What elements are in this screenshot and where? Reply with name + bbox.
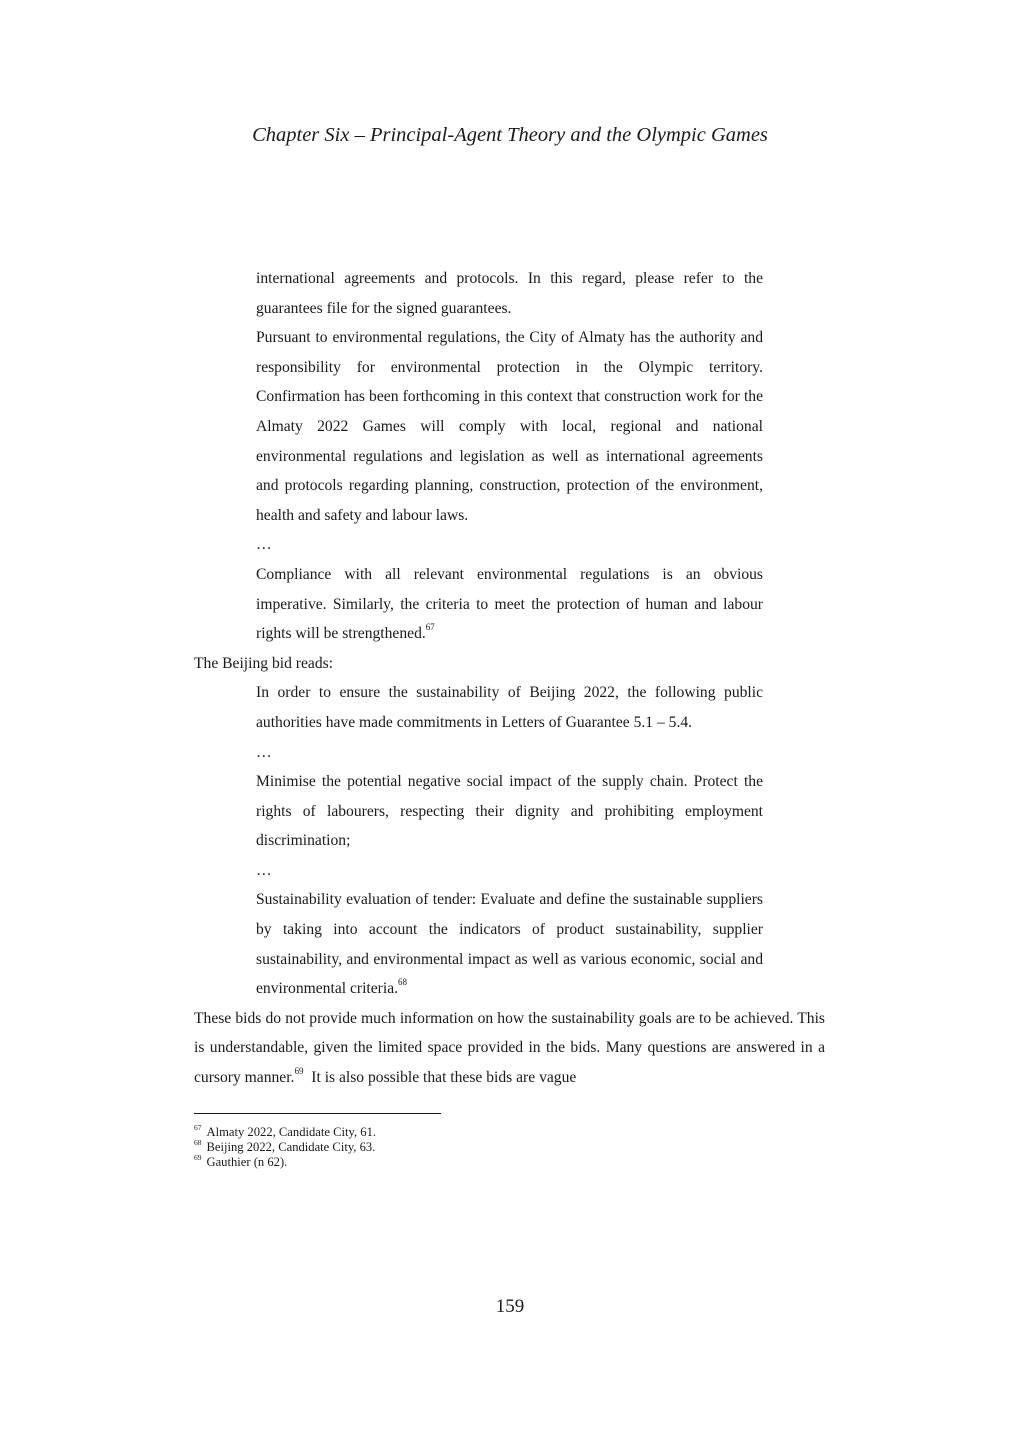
footnote-text: Beijing 2022, Candidate City, 63. bbox=[206, 1140, 376, 1154]
footnote-67 bbox=[194, 1122, 825, 1140]
main-body-text bbox=[194, 264, 825, 1093]
quote-paragraph bbox=[256, 885, 763, 1003]
footnote-ref-67[interactable]: 67 bbox=[425, 621, 435, 632]
quote-text: Compliance with all relevant environmental regulations is an obvious imperative. Similarly, the criteria to meet the protection of human and labour rights will be strengthened. bbox=[256, 565, 763, 643]
footnote-number: 69 bbox=[194, 1152, 202, 1162]
footnote-ref-68[interactable]: 68 bbox=[398, 977, 408, 988]
ellipsis: … bbox=[256, 861, 272, 879]
body-paragraph: The Beijing bid reads: bbox=[194, 654, 334, 672]
quote-text: Sustainability evaluation of tender: Evaluate and define the sustainable suppliers by taking into account the indicators of product sustainability, supplier sustainability, and environmental impact as well as various economic, social and environmental criteria. bbox=[256, 891, 763, 998]
body-paragraph bbox=[194, 1004, 825, 1093]
page-number: 159 bbox=[495, 1296, 525, 1317]
footnote-text: Almaty 2022, Candidate City, 61. bbox=[206, 1125, 377, 1139]
footnotes bbox=[194, 1122, 825, 1170]
footnote-68 bbox=[194, 1137, 825, 1155]
footnote-separator bbox=[194, 1113, 441, 1114]
block-quote-almaty bbox=[256, 264, 763, 649]
block-quote-beijing bbox=[256, 678, 763, 1004]
paragraph-text: It is also possible that these bids are vague bbox=[303, 1069, 577, 1087]
ellipsis: … bbox=[256, 536, 272, 554]
quote-paragraph: In order to ensure the sustainability of Beijing 2022, the following public authorities have made commitments in Letters of Guarantee 5.1 – 5.4. bbox=[256, 684, 763, 731]
footnote-number: 68 bbox=[194, 1137, 202, 1147]
quote-paragraph bbox=[256, 560, 763, 649]
quote-paragraph: Pursuant to environmental regulations, the City of Almaty has the authority and responsibility for environmental protection in the Olympic territory. Confirmation has been forthcoming in this context that construction work for the Almaty 2022 Games will comply with local, regional and national environmental regulations and legislation as well as international agreements and protocols regarding planning, construction, protection of the environment, health and safety and labour laws. bbox=[256, 329, 763, 524]
footnote-ref-69[interactable]: 69 bbox=[294, 1065, 304, 1076]
running-header: Chapter Six – Principal-Agent Theory and the Olympic Games bbox=[252, 124, 768, 146]
footnote-number: 67 bbox=[194, 1122, 202, 1132]
quote-paragraph: international agreements and protocols. In this regard, please refer to the guarantees file for the signed guarantees. bbox=[256, 270, 763, 317]
footnote-69 bbox=[194, 1152, 825, 1170]
paragraph-text: These bids do not provide much information on how the sustainability goals are to be achieved. This is understandable, given the limited space provided in the bids. Many questions are answered in a cursory manner. bbox=[194, 1009, 825, 1087]
footnote-text: Gauthier (n 62). bbox=[206, 1155, 288, 1169]
ellipsis: … bbox=[256, 743, 272, 761]
quote-paragraph: Minimise the potential negative social impact of the supply chain. Protect the rights of labourers, respecting their dignity and prohibiting employment discrimination; bbox=[256, 773, 763, 850]
